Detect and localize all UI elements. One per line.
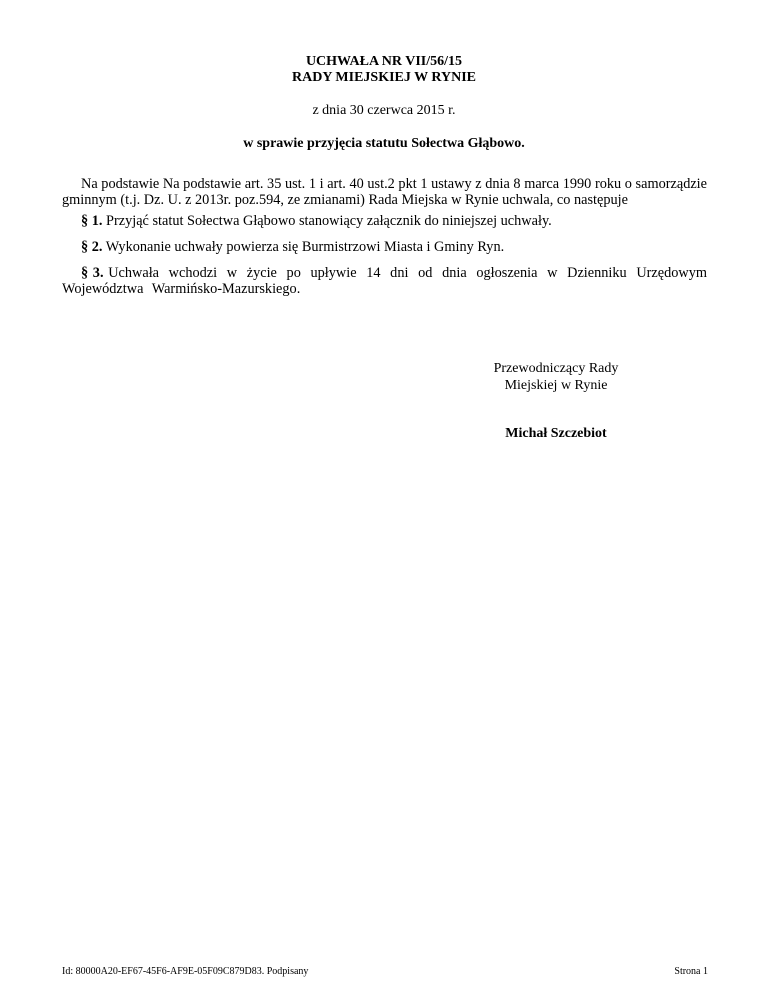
resolution-date: z dnia 30 czerwca 2015 r.: [312, 103, 456, 118]
resolution-subject: w sprawie przyjęcia statutu Sołectwa Głąbowo.: [243, 136, 525, 151]
paragraph-number: § 2.: [81, 239, 103, 255]
issuing-body: RADY MIEJSKIEJ W RYNIE: [291, 70, 476, 85]
page-number-footer: Strona 1: [674, 966, 708, 977]
paragraph-text: Przyjąć statut Sołectwa Głąbowo stanowiący załącznik do niniejszej uchwały.: [106, 213, 552, 229]
paragraph-text: Uchwała wchodzi w życie po upływie 14 dni od dnia ogłoszenia w Dzienniku Urzędowym Województwa Warmińsko-Mazurskiego.: [62, 265, 707, 297]
paragraph-3: [62, 265, 707, 297]
paragraph-number: § 1.: [81, 213, 103, 229]
signatory-role-line1: Przewodniczący Rady: [493, 361, 619, 376]
paragraph-1: [62, 213, 707, 229]
paragraph-text: Wykonanie uchwały powierza się Burmistrzowi Miasta i Gminy Ryn.: [105, 239, 505, 255]
paragraph-number: § 3.: [81, 265, 104, 281]
resolution-number: UCHWAŁA NR VII/56/15: [305, 54, 463, 69]
document-id-footer: Id: 80000A20-EF67-45F6-AF9E-05F09C879D83. Podpisany: [62, 966, 309, 977]
signatory-role-line2: Miejskiej w Rynie: [504, 378, 608, 393]
legal-basis-preamble: Na podstawie Na podstawie art. 35 ust. 1 i art. 40 ust.2 pkt 1 ustawy z dnia 8 marca 1990 roku o samorządzie gminnym (t.j. Dz. U. z 2013r. poz.594, ze zmianami) Rada Miejska w Rynie uchwala, co następuje: [62, 176, 707, 208]
paragraph-2: [62, 239, 707, 255]
signatory-role: [446, 360, 666, 394]
signatory-name: Michał Szczebiot: [505, 426, 607, 441]
